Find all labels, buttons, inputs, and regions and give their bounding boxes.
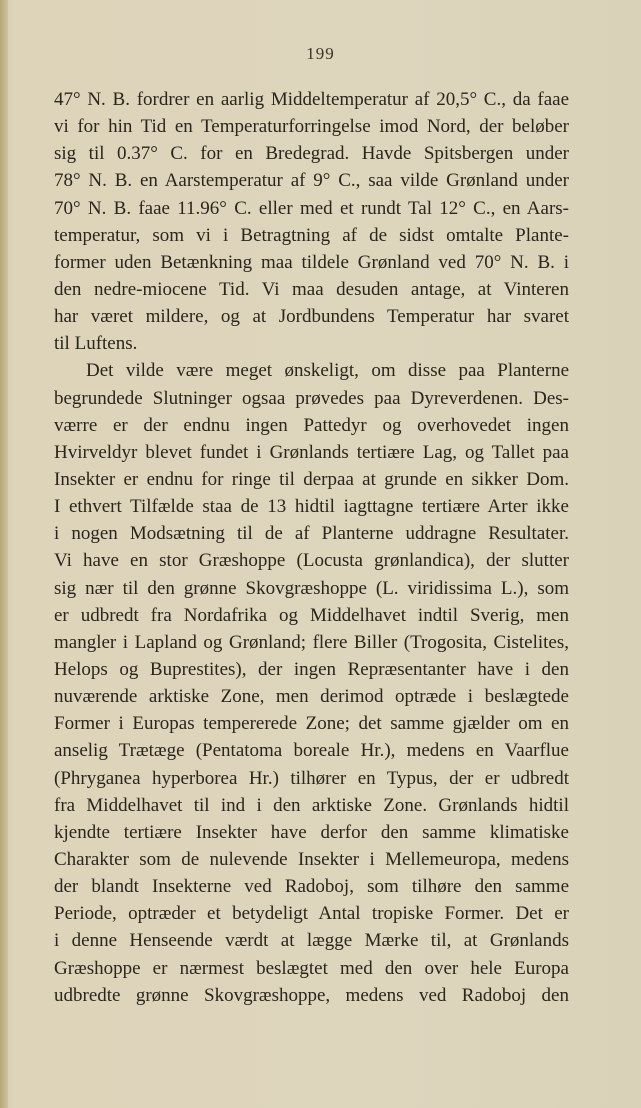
text-line: fra Middelhavet til ind i den arktiske Zone. Grønlands hidtil [54,794,569,816]
text-line: 70° N. B. faae 11.96° C. eller med et rundt Tal 12° C., en Aars- [54,197,569,219]
text-line: Insekter er endnu for ringe til derpaa at grunde en sikker Dom. [54,468,569,490]
page-spine-shadow [0,0,8,1108]
text-line: værre er der endnu ingen Pattedyr og overhovedet ingen [54,414,569,436]
text-line: i nogen Modsætning til de af Planterne uddragne Resultater. [54,523,569,545]
text-line: former uden Betænkning maa tildele Grønland ved 70° N. B. i [54,251,569,273]
text-line: i denne Henseende værdt at lægge Mærke til, at Grønlands [54,930,569,952]
body-text [54,86,569,1009]
text-line: er udbredt fra Nordafrika og Middelhavet indtil Sverig, men [54,604,569,626]
text-line: nuværende arktiske Zone, men derimod optræde i beslægtede [54,686,569,708]
text-line: begrundede Slutninger ogsaa prøvedes paa Dyreverdenen. Des- [54,387,569,409]
text-line: har været mildere, og at Jordbundens Temperatur har svaret [54,306,569,328]
text-line: I ethvert Tilfælde staa de 13 hidtil iagttagne tertiære Arter ikke [54,496,569,518]
text-line: til Luftens. [54,333,138,355]
text-line: Det vilde være meget ønskeligt, om disse paa Planterne [86,360,569,382]
text-line: vi for hin Tid en Temperaturforringelse imod Nord, der beløber [54,116,569,138]
text-line: udbredte grønne Skovgræshoppe, medens ved Radoboj den [54,984,569,1006]
text-line: Græshoppe er nærmest beslægtet med den over hele Europa [54,957,569,979]
text-line: den nedre-miocene Tid. Vi maa desuden antage, at Vinteren [54,278,569,300]
text-line: anselig Trætæge (Pentatoma boreale Hr.), medens en Vaarflue [54,740,569,762]
text-line: Vi have en stor Græshoppe (Locusta grønlandica), der slutter [54,550,569,572]
text-line: temperatur, som vi i Betragtning af de sidst omtalte Plante- [54,224,569,246]
text-line: sig nær til den grønne Skovgræshoppe (L. viridissima L.), som [54,577,569,599]
text-line: 78° N. B. en Aarstemperatur af 9° C., saa vilde Grønland under [54,170,569,192]
text-line: mangler i Lapland og Grønland; flere Biller (Trogosita, Cistelites, [54,631,569,653]
text-line: Hvirveldyr blevet fundet i Grønlands tertiære Lag, og Tallet paa [54,441,569,463]
text-line: sig til 0.37° C. for en Bredegrad. Havde Spitsbergen under [54,143,569,165]
page-number: 199 [306,44,335,63]
text-line: kjendte tertiære Insekter have derfor den samme klimatiske [54,821,569,843]
text-line: Charakter som de nulevende Insekter i Mellemeuropa, medens [54,848,569,870]
text-line: der blandt Insekterne ved Radoboj, som tilhøre den samme [54,876,569,898]
text-line: Helops og Buprestites), der ingen Repræsentanter have i den [54,658,569,680]
text-line: Former i Europas tempererede Zone; det samme gjælder om en [54,713,569,735]
text-line: Periode, optræder et betydeligt Antal tropiske Former. Det er [54,903,569,925]
text-line: (Phryganea hyperborea Hr.) tilhører en Typus, der er udbredt [54,767,569,789]
text-line: 47° N. B. fordrer en aarlig Middeltemperatur af 20,5° C., da faae [54,89,569,110]
